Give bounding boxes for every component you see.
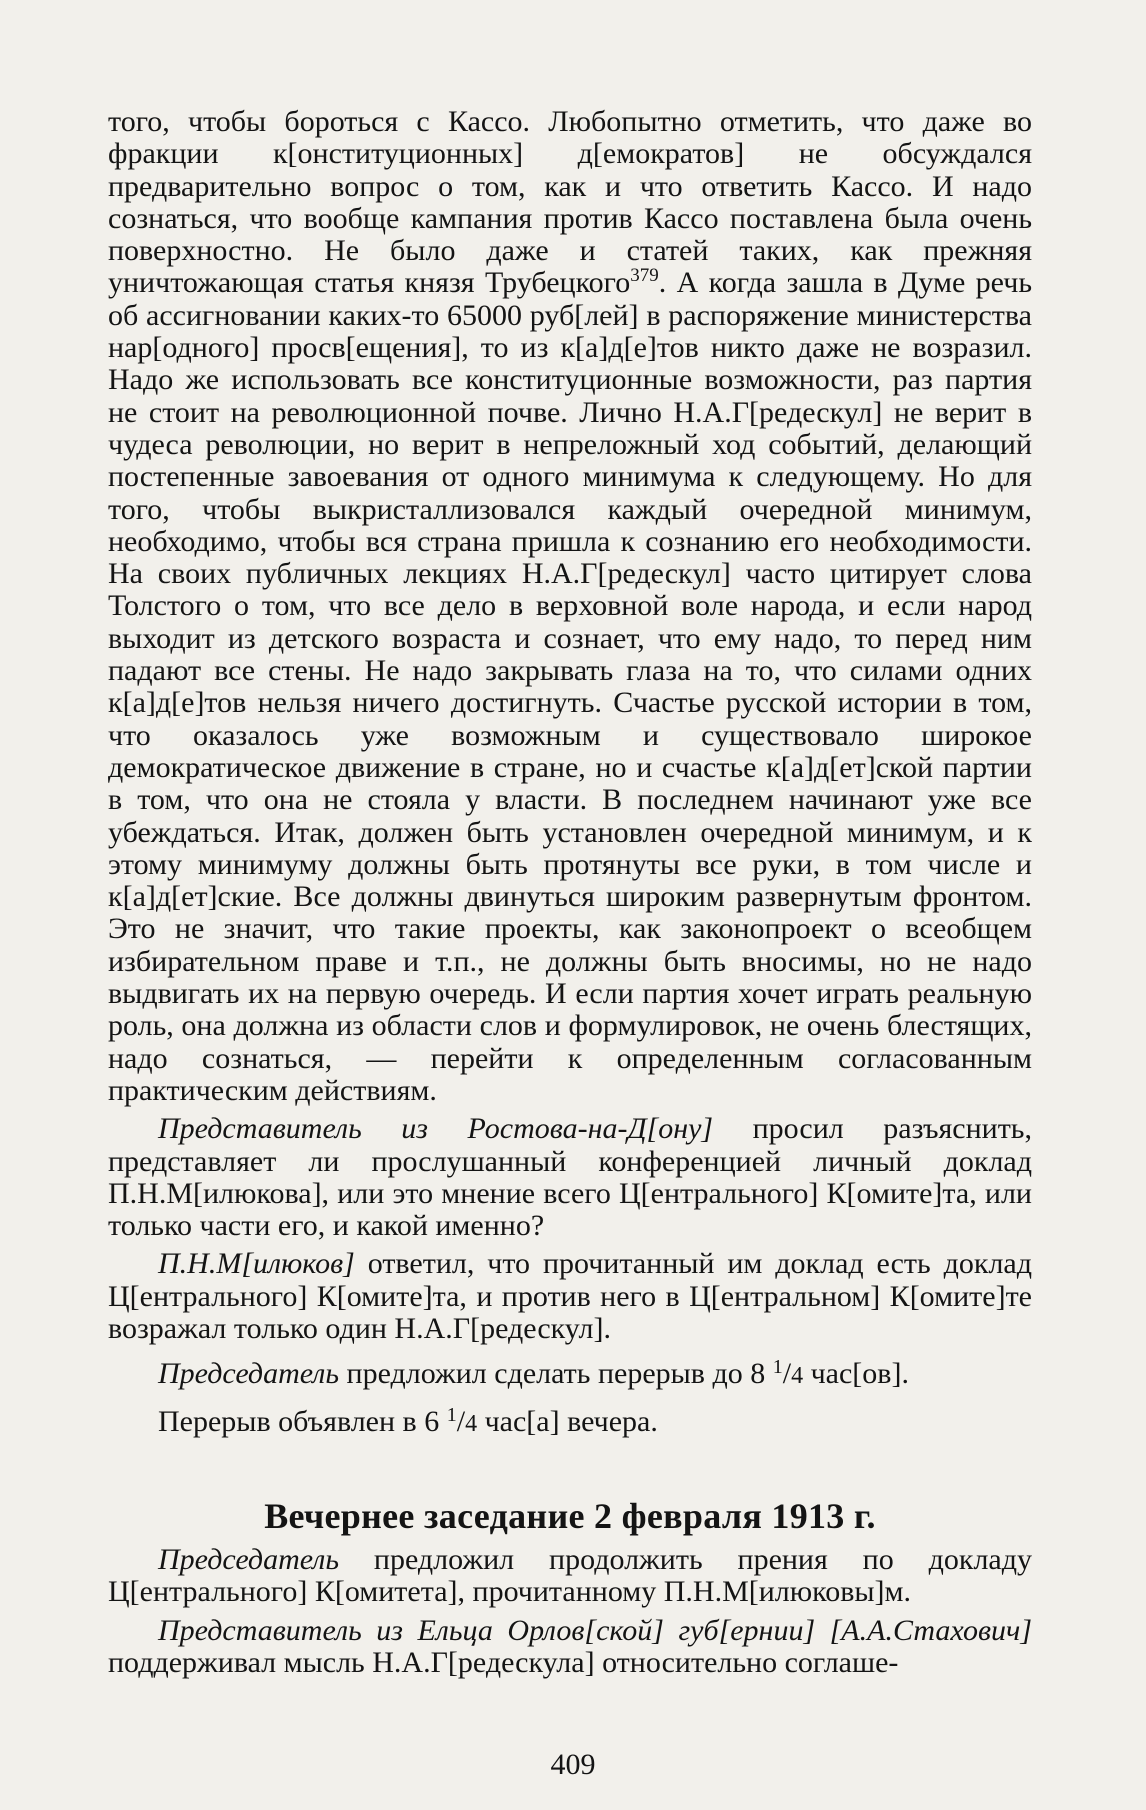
paragraph-chairman-continue: Председатель предложил продолжить прения по докладу Ц[ентрального] К[омитета], прочитанному П.Н.М[илюковы]м. [108,1543,1032,1609]
paragraph-rostov: Представитель из Ростова-на-Д[ону] просил разъяснить, представляет ли прослушанный конференцией личный доклад П.Н.М[илюкова], или это мнение всего Ц[ентрального] К[омите]та, или только части его, и какой именно? [108,1112,1032,1243]
speaker-name: Представитель из Ростова-на-Д[ону] [158,1112,714,1146]
paragraph-milyukov: П.Н.М[илюков] ответил, что прочитанный им доклад есть доклад Ц[ентрального] К[омите]та, и против него в Ц[ентральном] К[омите]те возражал только один Н.А.Г[редескул]. [108,1247,1032,1345]
speaker-name: Председатель [158,1543,340,1577]
speaker-name: Представитель из Ельца Орлов[ской] губ[ернии] [А.А.Стахович] [158,1613,1032,1647]
fraction: $^1$/4 [446,1403,478,1438]
paragraph-yelets: Представитель из Ельца Орлов[ской] губ[ернии] [А.А.Стахович] поддерживал мысль Н.А.Г[редескула] относительно соглаше- [108,1613,1032,1680]
paragraph-break-announced: Перерыв объявлен в 6 $^1$/4 час[а] вечера. [158,1403,658,1438]
body-text [108,106,1032,1679]
fraction: $^1$/4 [772,1356,804,1391]
paragraph-continuation: того, чтобы бороться с Кассо. Любопытно отметить, что даже во фракции к[онституционных] д[емократов] не обсуждался предварительно вопрос о том, как и что ответить Кассо. И надо сознаться, что вообще кампания против Кассо поставлена была очень поверхностно. Не было даже и статей таких, как прежняя уничтожающая статья князя Трубецкого$^{379}$. А когда зашла в Думе речь об ассигновании каких-то 65000 руб[лей] в распоряжение министерства нар[одного] просв[ещения], то из к[а]д[е]тов никто даже не возразил. Надо же использовать все конституционные возможности, раз партия не стоит на революционной почве. Лично Н.А.Г[редескул] не верит в чудеса революции, но верит в непреложный ход событий, делающий постепенные завоевания от одного минимума к следующему. Но для того, чтобы выкристаллизовался каждый очередной минимум, необходимо, чтобы вся страна пришла к сознанию его необходимости. На своих публичных лекциях Н.А.Г[редескул] часто цитирует слова Толстого о том, что все дело в верховной воле народа, и если народ выходит из детского возраста и сознает, что ему надо, то перед ним падают все стены. Не надо закрывать глаза на то, что силами одних к[а]д[е]тов нельзя ничего достигнуть. Счастье русской истории в том, что оказалось уже возможным и существовало широкое демократическое движение в стране, но и счастье к[а]д[ет]ской партии в том, что она не стояла у власти. В последнем начинают уже все убеждаться. Итак, должен быть установлен очередной минимум, и к этому минимуму должны быть протянуты все руки, в том числе и к[а]д[ет]ские. Все должны двинуться широким развернутым фронтом. Это не значит, что такие проекты, как законопроект о всеобщем избирательном праве и т.п., не должны быть вносимы, но не надо выдвигать их на первую очередь. И если партия хочет играть реальную роль, она должна из области слов и формулировок, не очень блестящих, надо сознаться, — перейти к определенным согласованным практическим действиям. [108,105,1033,1107]
speaker-name: Председатель [158,1357,340,1391]
page-number: 409 [550,1748,596,1781]
section-heading: Вечернее заседание 2 февраля 1913 г. [264,1495,876,1536]
speaker-name: П.Н.М[илюков] [158,1247,355,1281]
paragraph-chairman-break: Председатель предложил сделать перерыв до 8 $^1$/4 час[ов]. [158,1356,909,1391]
footnote-ref: 379 [630,265,659,287]
